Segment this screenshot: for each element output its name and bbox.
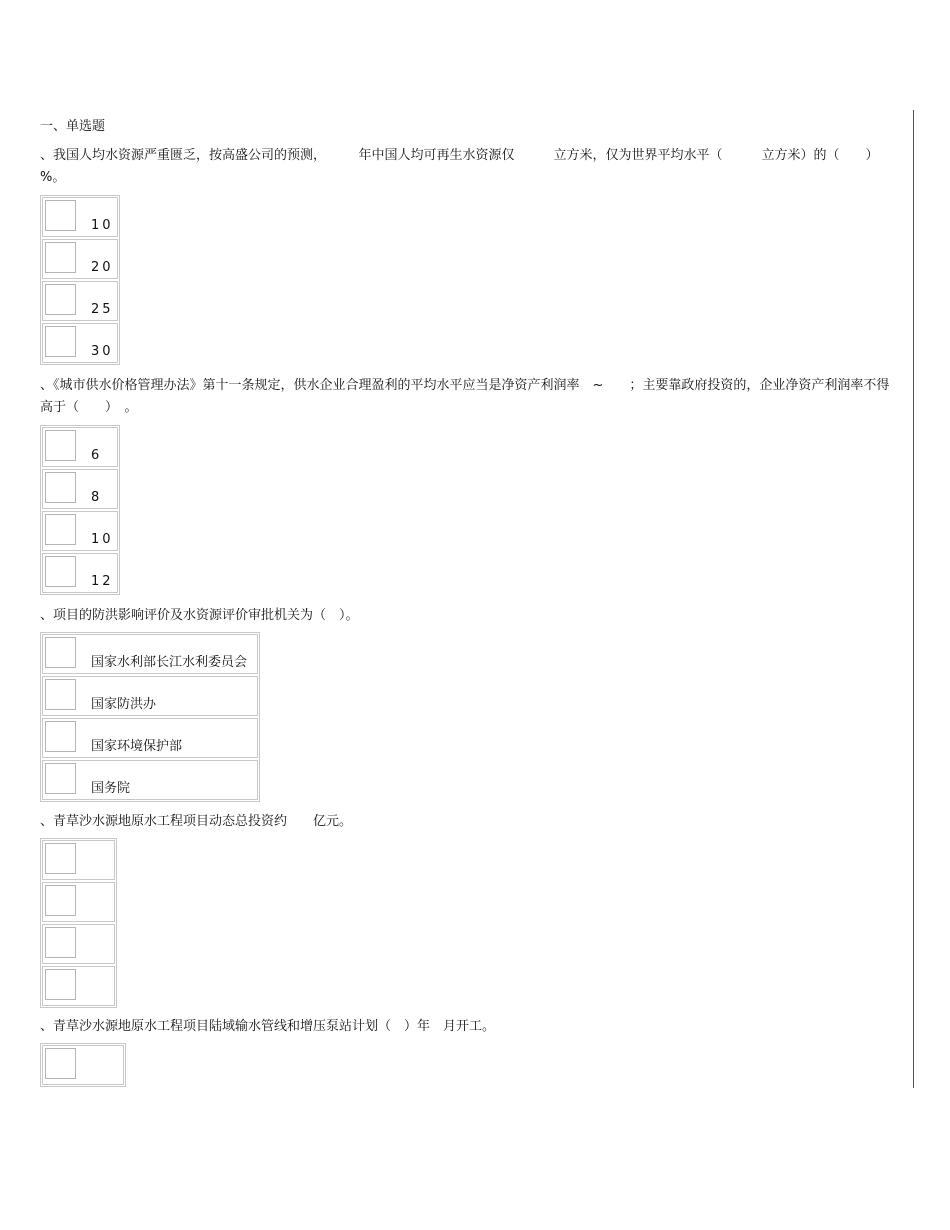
option-checkbox[interactable] bbox=[45, 763, 76, 794]
question-4-options bbox=[40, 838, 117, 1008]
option-label: 20 bbox=[91, 260, 114, 275]
option-row[interactable] bbox=[42, 239, 118, 279]
question-2-text: 、《城市供水价格管理办法》第十一条规定，供水企业合理盈利的平均水平应当是净资产利润率 ~ ；主要靠政府投资的，企业净资产利润率不得高于（ ） 。 bbox=[40, 378, 890, 415]
option-row[interactable] bbox=[42, 1045, 124, 1085]
option-row[interactable] bbox=[42, 553, 118, 593]
option-row[interactable] bbox=[42, 281, 118, 321]
option-checkbox[interactable] bbox=[45, 326, 76, 357]
option-label: 国家水利部长江水利委员会 bbox=[91, 655, 248, 670]
option-checkbox[interactable] bbox=[45, 927, 76, 958]
option-checkbox[interactable] bbox=[45, 556, 76, 587]
option-checkbox[interactable] bbox=[45, 200, 76, 231]
option-checkbox[interactable] bbox=[45, 843, 76, 874]
option-checkbox[interactable] bbox=[45, 472, 76, 503]
question-5-text: 、青草沙水源地原水工程项目陆域输水管线和增压泵站计划（ ）年 月开工。 bbox=[40, 1019, 496, 1034]
section-title: 一、单选题 bbox=[40, 119, 106, 134]
option-checkbox[interactable] bbox=[45, 430, 76, 461]
option-checkbox[interactable] bbox=[45, 637, 76, 668]
option-row[interactable] bbox=[42, 760, 258, 800]
option-row[interactable] bbox=[42, 676, 258, 716]
option-label: 12 bbox=[91, 574, 114, 589]
page-right-rule bbox=[913, 110, 914, 1088]
option-label: 6 bbox=[91, 448, 103, 463]
option-row[interactable] bbox=[42, 882, 115, 922]
option-row[interactable] bbox=[42, 469, 118, 509]
option-label: 国家防洪办 bbox=[91, 697, 157, 712]
option-label: 国务院 bbox=[91, 781, 131, 796]
question-1-options bbox=[40, 195, 120, 365]
option-row[interactable] bbox=[42, 634, 258, 674]
question-3-options bbox=[40, 632, 260, 802]
option-row[interactable] bbox=[42, 427, 118, 467]
option-label: 10 bbox=[91, 218, 114, 233]
question-3-text: 、项目的防洪影响评价及水资源评价审批机关为（ ）。 bbox=[40, 608, 359, 623]
option-label: 25 bbox=[91, 302, 114, 317]
option-checkbox[interactable] bbox=[45, 242, 76, 273]
question-4-text: 、青草沙水源地原水工程项目动态总投资约 亿元。 bbox=[40, 814, 353, 829]
option-row[interactable] bbox=[42, 197, 118, 237]
option-checkbox[interactable] bbox=[45, 679, 76, 710]
option-row[interactable] bbox=[42, 924, 115, 964]
option-checkbox[interactable] bbox=[45, 721, 76, 752]
question-5-options bbox=[40, 1043, 126, 1087]
option-label: 10 bbox=[91, 532, 114, 547]
option-checkbox[interactable] bbox=[45, 284, 76, 315]
option-checkbox[interactable] bbox=[45, 885, 76, 916]
option-label: 30 bbox=[91, 344, 114, 359]
question-1-text: 、我国人均水资源严重匮乏，按高盛公司的预测， 年中国人均可再生水资源仅 立方米，仅为世界平均水平（ 立方米）的（ ）%。 bbox=[40, 148, 879, 185]
option-checkbox[interactable] bbox=[45, 514, 76, 545]
option-label: 8 bbox=[91, 490, 103, 505]
option-label: 国家环境保护部 bbox=[91, 739, 183, 754]
option-row[interactable] bbox=[42, 966, 115, 1006]
question-2-options bbox=[40, 425, 120, 595]
option-row[interactable] bbox=[42, 840, 115, 880]
option-row[interactable] bbox=[42, 511, 118, 551]
option-row[interactable] bbox=[42, 323, 118, 363]
option-checkbox[interactable] bbox=[45, 1048, 76, 1079]
option-row[interactable] bbox=[42, 718, 258, 758]
option-checkbox[interactable] bbox=[45, 969, 76, 1000]
